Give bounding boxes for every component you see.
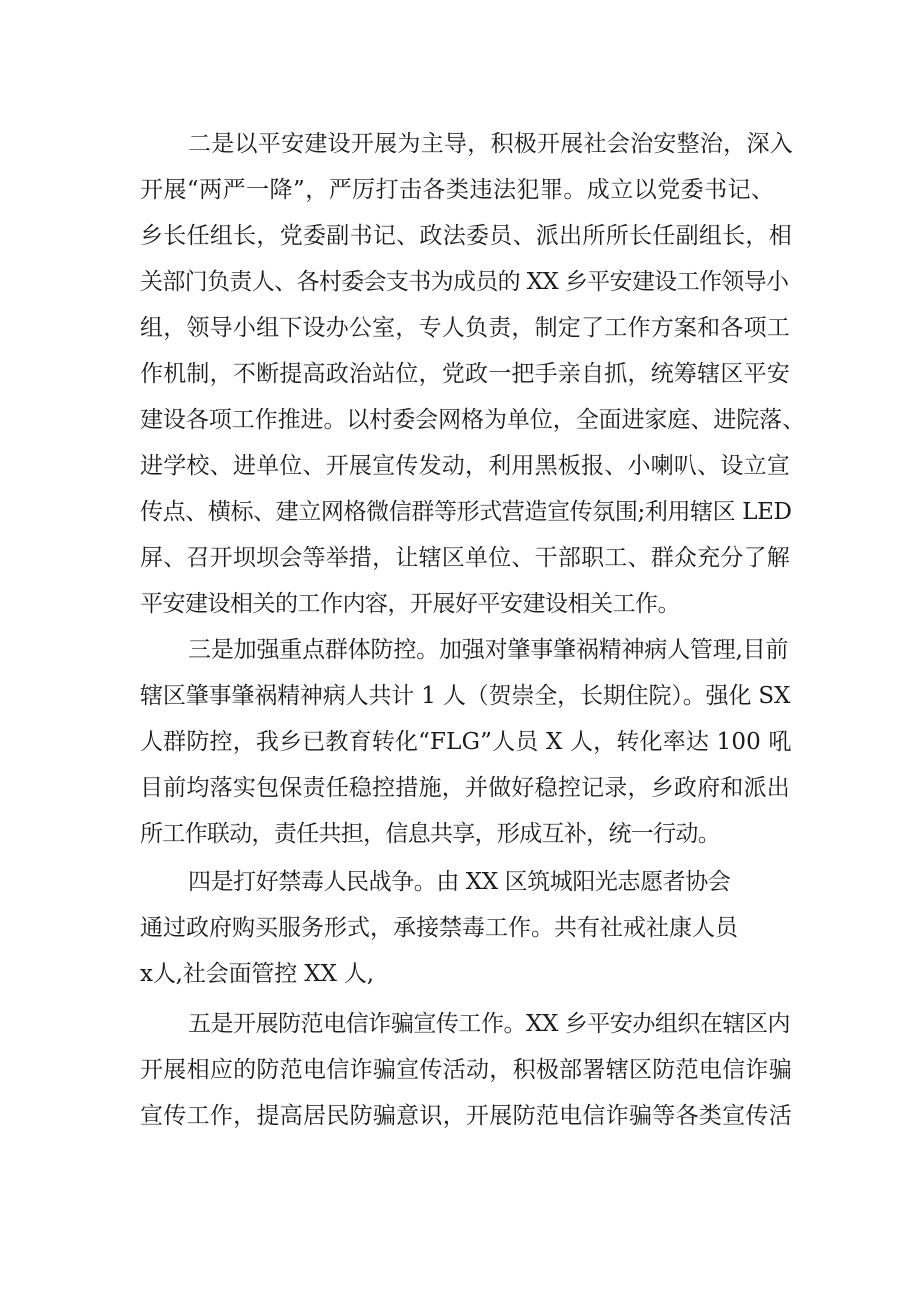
text-line: 二是以平安建设开展为主导，积极开展社会治安整治，深入 (188, 131, 793, 157)
text-line: 开展“两严一降”，严厉打击各类违法犯罪。成立以党委书记、 (140, 177, 775, 203)
text-line: 乡长任组长，党委副书记、政法委员、派出所所长任副组长，相 (140, 223, 793, 249)
text-line: 所工作联动，责任共担，信息共享，形成互补，统一行动。 (140, 821, 721, 847)
text-line: 人群防控，我乡已教育转化“FLG”人员 X 人，转化率达 100 吼 (140, 729, 792, 755)
text-line: 宣传工作，提高居民防骗意识，开展防范电信诈骗等各类宣传活 (140, 1103, 793, 1129)
text-line: 五是开展防范电信诈骗宣传工作。XX 乡平安办组织在辖区内 (188, 1011, 791, 1037)
text-line: 开展相应的防范电信诈骗宣传活动，积极部署辖区防范电信诈骗 (140, 1057, 793, 1083)
text-line: 进学校、进单位、开展宣传发动，利用黑板报、小喇叭、设立宣 (140, 453, 790, 479)
text-line: 传点、横标、建立网格微信群等形式营造宣传氛围;利用辖区 LED (140, 499, 792, 525)
text-line: 屏、召开坝坝会等举措，让辖区单位、干部职工、群众充分了解 (140, 545, 790, 571)
text-line: 作机制，不断提高政治站位，党政一把手亲自抓，统筹辖区平安 (140, 361, 790, 387)
text-line: 关部门负责人、各村委会支书为成员的 XX 乡平安建设工作领导小 (140, 269, 789, 295)
text-line: 组，领导小组下设办公室，专人负责，制定了工作方案和各项工 (140, 315, 790, 341)
text-line: 平安建设相关的工作内容，开展好平安建设相关工作。 (140, 591, 680, 617)
text-line: 目前均落实包保责任稳控措施，并做好稳控记录，乡政府和派出 (140, 775, 790, 801)
text-line: 通过政府购买服务形式，承接禁毒工作。共有社戒社康人员 (140, 915, 738, 941)
text-line: 建设各项工作推进。以村委会网格为单位，全面进家庭、进院落、 (140, 407, 805, 433)
text-line: x人,社会面管控 XX 人, (140, 961, 374, 987)
text-line: 四是打好禁毒人民战争。由 XX 区筑城阳光志愿者协会 (188, 869, 731, 895)
text-line: 辖区肇事肇祸精神病人共计 1 人（贺崇全，长期住院）。强化 SX (140, 683, 791, 709)
text-line: 三是加强重点群体防控。加强对肇事肇祸精神病人管理,目前 (188, 637, 789, 663)
